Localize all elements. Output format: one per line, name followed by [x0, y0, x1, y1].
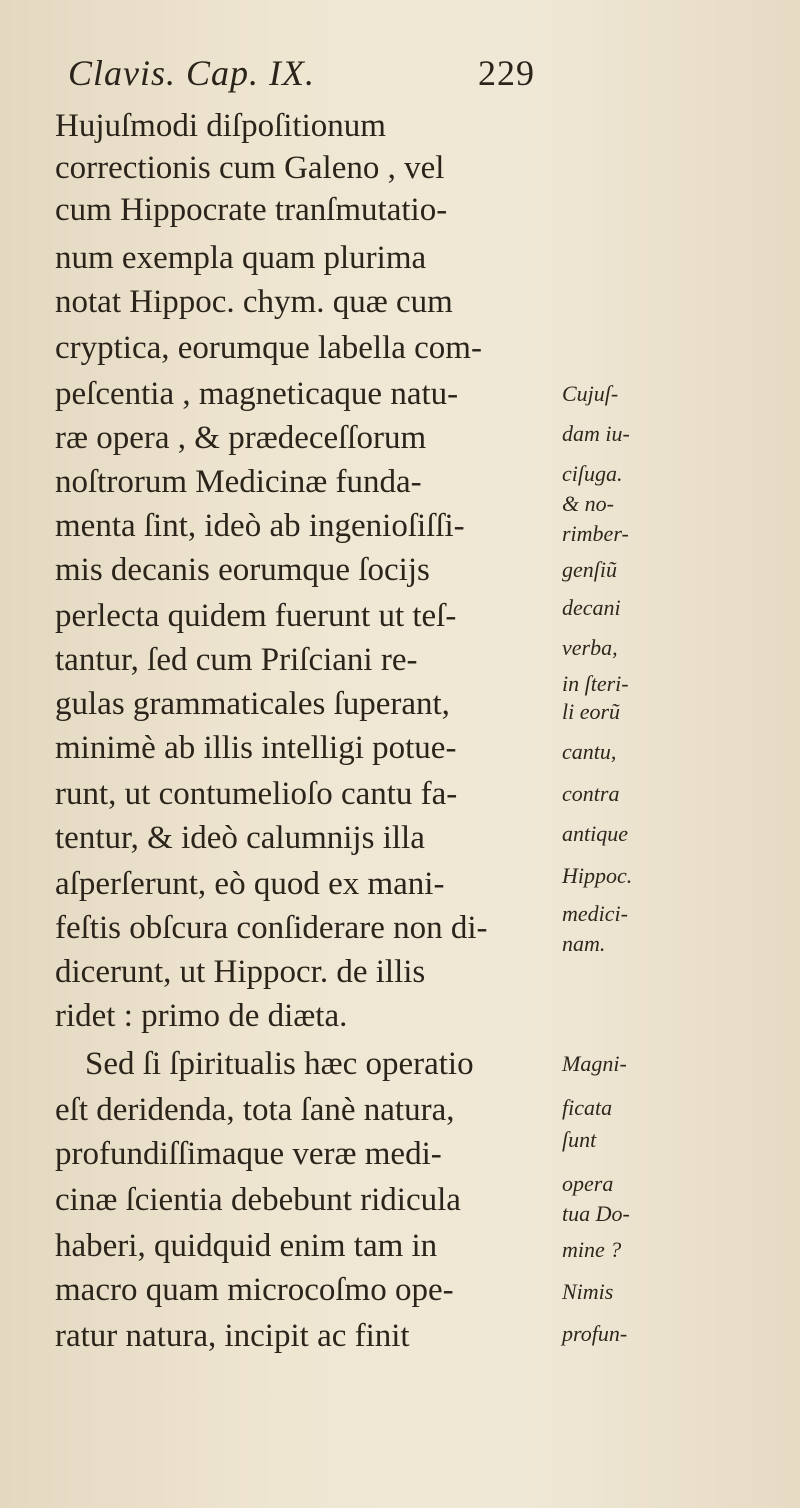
margin-note-line: Cujuſ- — [562, 381, 619, 406]
text-line: cinæ ſcientia debebunt ridicula — [55, 1182, 461, 1218]
text-line: haberi, quidquid enim tam in — [55, 1228, 438, 1264]
margin-note-line: nam. — [562, 931, 606, 956]
margin-note-line: in ſteri- — [562, 671, 629, 696]
running-title: Clavis. Cap. IX. — [68, 53, 315, 93]
margin-note-line: mine ? — [562, 1237, 622, 1262]
text-line: aſperſerunt, eò quod ex mani- — [55, 866, 445, 902]
text-line: perlecta quidem fuerunt ut teſ- — [55, 598, 457, 634]
margin-note-line: Magni- — [562, 1051, 627, 1076]
text-line: num exempla quam plurima — [55, 240, 427, 276]
text-line: Sed ſi ſpiritualis hæc operatio — [85, 1046, 474, 1082]
margin-note-line: genſiũ — [562, 557, 617, 582]
text-line: eſt deridenda, tota ſanè natura, — [55, 1092, 455, 1128]
text-line: mis decanis eorumque ſocijs — [55, 552, 430, 588]
text-line: profundiſſimaque veræ medi- — [55, 1136, 442, 1172]
margin-note-line: profun- — [562, 1321, 628, 1346]
margin-note-line: cantu, — [562, 739, 617, 764]
margin-note-line: medici- — [562, 901, 628, 926]
margin-note-line: contra — [562, 781, 620, 806]
margin-note-line: dam iu- — [562, 421, 630, 446]
text-line: peſcentia , magneticaque natu- — [55, 376, 459, 412]
text-line: gulas grammaticales ſuperant, — [55, 686, 450, 722]
text-line: feſtis obſcura conſiderare non di- — [55, 910, 488, 946]
text-line: dicerunt, ut Hippocr. de illis — [55, 954, 426, 990]
text-line: ridet : primo de diæta. — [55, 998, 348, 1034]
running-head — [68, 52, 535, 94]
text-line: Hujuſmodi diſpoſitionum — [55, 108, 386, 144]
text-line: minimè ab illis intelligi potue- — [55, 730, 457, 766]
page-number: 229 — [478, 53, 535, 93]
margin-note-line: ſunt — [562, 1127, 597, 1152]
text-line: ræ opera , & prædeceſſorum — [55, 420, 427, 456]
text-line: runt, ut contumelioſo cantu fa- — [55, 776, 458, 812]
margin-note-line: & no- — [562, 491, 614, 516]
margin-note-line: decani — [562, 595, 621, 620]
text-line: correctionis cum Galeno , vel — [55, 150, 445, 186]
text-line: noſtrorum Medicinæ funda- — [55, 464, 422, 500]
text-line: ratur natura, incipit ac finit — [55, 1318, 410, 1354]
margin-note-line: tua Do- — [562, 1201, 630, 1226]
text-line: tantur, ſed cum Priſciani re- — [55, 642, 418, 678]
text-line: cum Hippocrate tranſmutatio- — [55, 192, 448, 228]
margin-note-line: Nimis — [562, 1279, 614, 1304]
margin-note-line: antique — [562, 821, 628, 846]
margin-note-line: li eorũ — [562, 699, 621, 724]
margin-note-line: Hippoc. — [562, 863, 633, 888]
margin-note-line: ficata — [562, 1095, 613, 1120]
text-line: cryptica, eorumque labella com- — [55, 330, 482, 366]
margin-note-line: ciſuga. — [562, 461, 623, 486]
text-line: macro quam microcoſmo ope- — [55, 1272, 454, 1308]
text-line: menta ſint, ideò ab ingenioſiſſi- — [55, 508, 465, 544]
margin-note-line: rimber- — [562, 521, 629, 546]
text-line: notat Hippoc. chym. quæ cum — [55, 284, 453, 320]
margin-note-line: opera — [562, 1171, 614, 1196]
margin-note-line: verba, — [562, 635, 618, 660]
text-line: tentur, & ideò calumnijs illa — [55, 820, 425, 856]
